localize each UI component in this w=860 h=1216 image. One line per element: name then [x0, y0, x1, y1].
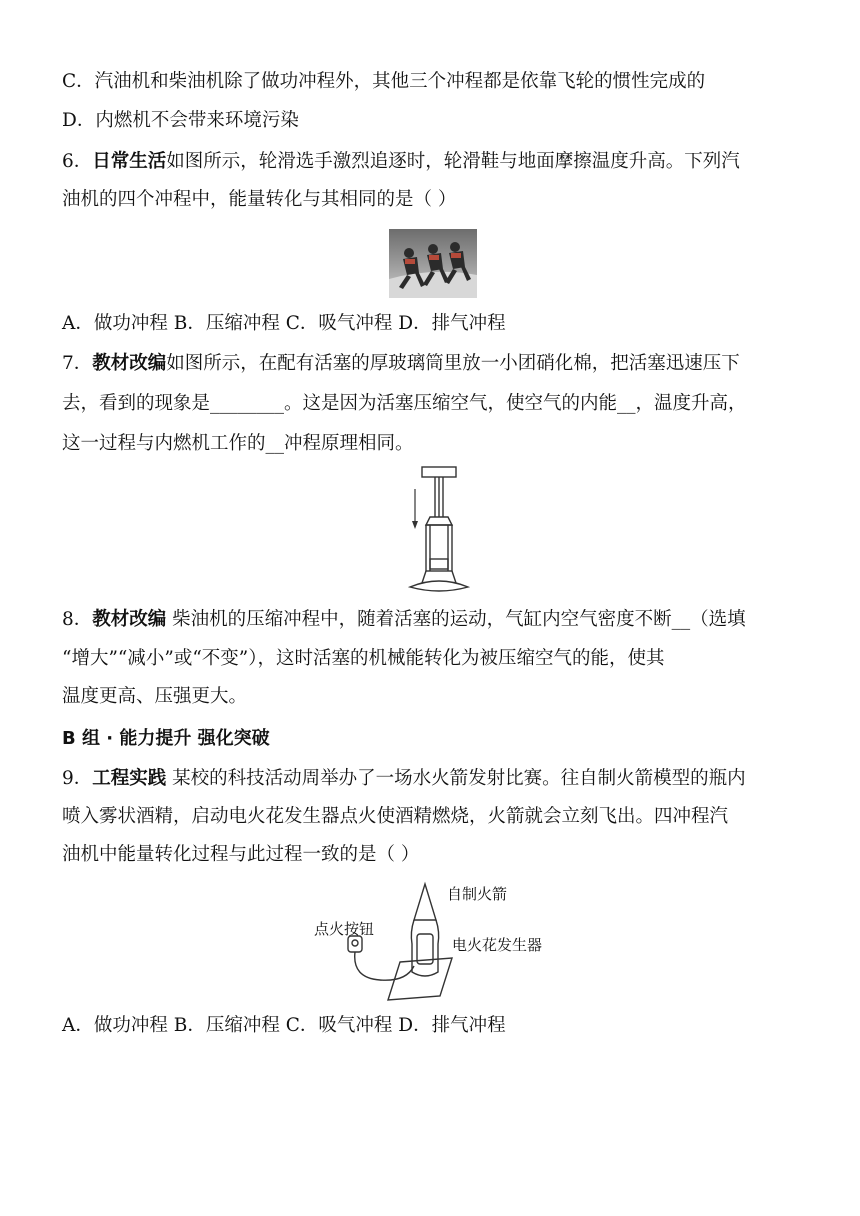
q6-stem-line1 [62, 148, 822, 176]
q5-option-c: C．汽油机和柴油机除了做功冲程外，其他三个冲程都是依靠飞轮的惯性完成的 [62, 71, 706, 92]
q9-tag: 工程实践 [92, 768, 167, 789]
q7-text1: 如图所示，在配有活塞的厚玻璃筒里放一小团硝化棉，把活塞迅速压下 [166, 353, 740, 374]
q5-option-d: D．内燃机不会带来环境污染 [62, 110, 299, 131]
q6-number: 6． [62, 151, 93, 172]
q8-text1: 柴油机的压缩冲程中，随着活塞的运动，气缸内空气密度不断__（选填 [166, 609, 746, 630]
q7-number: 7． [62, 353, 93, 374]
q8-stem-line3: 温度更高、压强更大。 [62, 686, 248, 707]
q9-text1: 某校的科技活动周举办了一场水火箭发射比赛。往自制火箭模型的瓶内 [166, 768, 746, 789]
q7-stem-line3: 这一过程与内燃机工作的__冲程原理相同。 [62, 433, 414, 454]
q8-tag: 教材改编 [92, 609, 167, 630]
water-rocket-figure [340, 880, 460, 1002]
skating-photo [389, 229, 477, 298]
piston-cylinder-figure [406, 463, 482, 597]
q6-text1: 如图所示，轮滑选手激烈追逐时，轮滑鞋与地面摩擦温度升高。下列汽 [166, 151, 740, 172]
section-b-heading: B 组 · 能力提升 强化突破 [62, 728, 270, 749]
q7-stem-line2: 去，看到的现象是________。这是因为活塞压缩空气，使空气的内能__，温度升高， [62, 393, 747, 414]
rocket-label: 自制火箭 [447, 885, 508, 903]
q8-stem-line1 [62, 606, 822, 634]
q9-number: 9． [62, 768, 93, 789]
q6-tag: 日常生活 [92, 151, 167, 172]
q7-tag: 教材改编 [92, 353, 167, 374]
spark-generator-label: 电火花发生器 [452, 936, 543, 954]
q8-stem-line2: “增大”“减小”或“不变”），这时活塞的机械能转化为被压缩空气的能，使其 [62, 648, 665, 669]
q7-stem-line1 [62, 350, 822, 378]
q9-stem-line3: 油机中能量转化过程与此过程一致的是（ ） [62, 844, 420, 865]
q8-number: 8． [62, 609, 93, 630]
q9-stem-line1 [62, 765, 822, 793]
q6-stem-line2: 油机的四个冲程中，能量转化与其相同的是（ ） [62, 189, 457, 210]
q9-options: A．做功冲程 B．压缩冲程 C．吸气冲程 D．排气冲程 [62, 1015, 506, 1036]
ignition-button-label: 点火按钮 [314, 920, 375, 938]
q9-stem-line2: 喷入雾状酒精，启动电火花发生器点火使酒精燃烧，火箭就会立刻飞出。四冲程汽 [62, 806, 729, 827]
q6-options: A．做功冲程 B．压缩冲程 C．吸气冲程 D．排气冲程 [62, 313, 506, 334]
